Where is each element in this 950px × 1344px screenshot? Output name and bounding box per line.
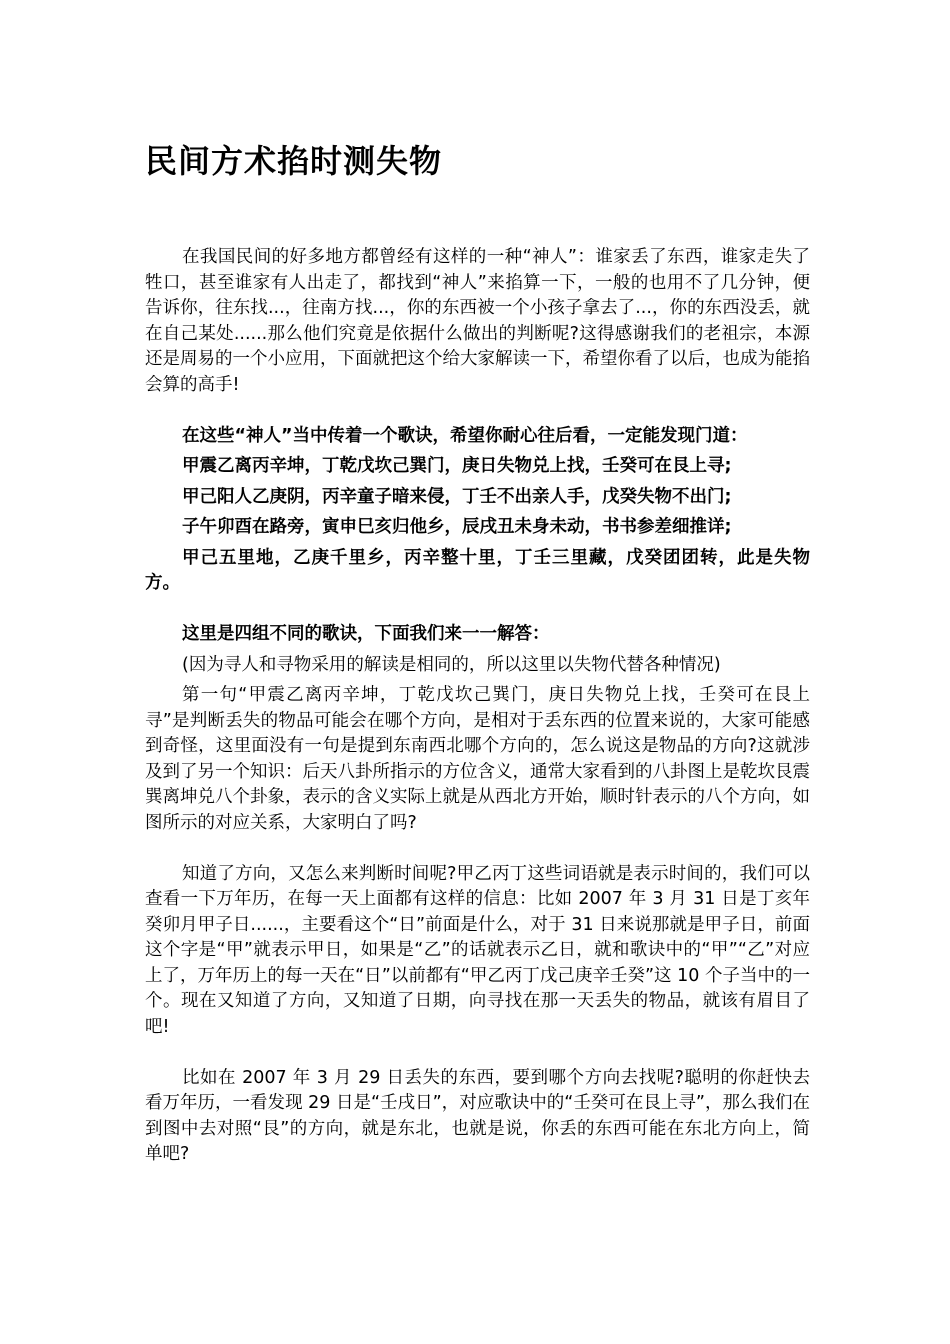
verse-line-4: 甲己五里地，乙庚千里乡，丙辛整十里，丁壬三里藏，戊癸团团转，此是失物方。 (145, 547, 810, 593)
spacer (145, 398, 810, 424)
verse-line-1: 甲震乙离丙辛坤，丁乾戊坎己巽门，庚日失物兑上找，壬癸可在艮上寻; (182, 456, 732, 476)
document-body (145, 245, 810, 1168)
spacer (145, 1040, 810, 1066)
note-paragraph: (因为寻人和寻物采用的解读是相同的，所以这里以失物代替各种情况) (182, 654, 721, 675)
time-explanation: 知道了方向，又怎么来判断时间呢?甲乙丙丁这些词语就是表示时间的，我们可以查看一下万年历，在每一天上面都有这样的信息：比如 2007 年 3 月 31 日是丁亥年癸卯月甲子日......，主要看这个“日”前面是什么，对于 31 日来说那就是甲子日，前面这个字是“甲”就表示甲日，如果是“乙”的话就表示乙日，就和歌诀中的“甲”“乙”对应上了，万年历上的每一天在“日”以前都有“甲乙丙丁戊己庚辛壬癸”这 10 个子当中的一个。现在又知道了方向，又知道了日期，向寻找在那一天丢失的物品，就该有眉目了吧! (145, 863, 810, 1037)
spacer (145, 597, 810, 623)
page-title: 民间方术掐时测失物 (145, 142, 443, 180)
spacer (145, 836, 810, 862)
four-groups-paragraph: 这里是四组不同的歌诀，下面我们来一一解答： (182, 624, 550, 644)
example-paragraph: 比如在 2007 年 3 月 29 日丢失的东西，要到哪个方向去找呢?聪明的你赶快去看万年历，一看发现 29 日是“壬戌日”，对应歌诀中的“壬癸可在艮上寻”，那么我们在到图中去对照“艮”的方向，就是东北，也就是说，你丢的东西可能在东北方向上，简单吧? (145, 1067, 810, 1164)
song-intro-paragraph: 在这些“神人”当中传着一个歌诀，希望你耐心往后看，一定能发现门道： (182, 425, 748, 446)
verse-line-3: 子午卯酉在路旁，寅申巳亥归他乡，辰戌丑未身未动，书书参差细推详; (182, 517, 732, 537)
verse-line-2: 甲己阳人乙庚阴，丙辛童子暗来侵，丁壬不出亲人手，戊癸失物不出门; (182, 486, 732, 507)
first-line-explanation: 第一句“甲震乙离丙辛坤，丁乾戊坎己巽门，庚日失物兑上找，壬癸可在艮上寻”是判断丢失的物品可能会在哪个方向，是相对于丢东西的位置来说的，大家可能感到奇怪，这里面没有一句是提到东南西北哪个方向的，怎么说这是物品的方向?这就涉及到了另一个知识：后天八卦所指示的方位含义，通常大家看到的八卦图上是乾坎艮震巽离坤兑八个卦象，表示的含义实际上就是从西北方开始，顺时针表示的八个方向，如图所示的对应关系，大家明白了吗? (145, 685, 810, 833)
intro-paragraph: 在我国民间的好多地方都曾经有这样的一种“神人”：谁家丢了东西，谁家走失了牲口，甚至谁家有人出走了，都找到“神人”来掐算一下，一般的也用不了几分钟，便告诉你，往东找...，往南方找...，你的东西被一个小孩子拿去了...，你的东西没丢，就在自己某处......那么他们究竟是依据什么做出的判断呢?这得感谢我们的老祖宗，本源还是周易的一个小应用，下面就把这个给大家解读一下，希望你看了以后，也成为能掐会算的高手! (145, 247, 810, 395)
